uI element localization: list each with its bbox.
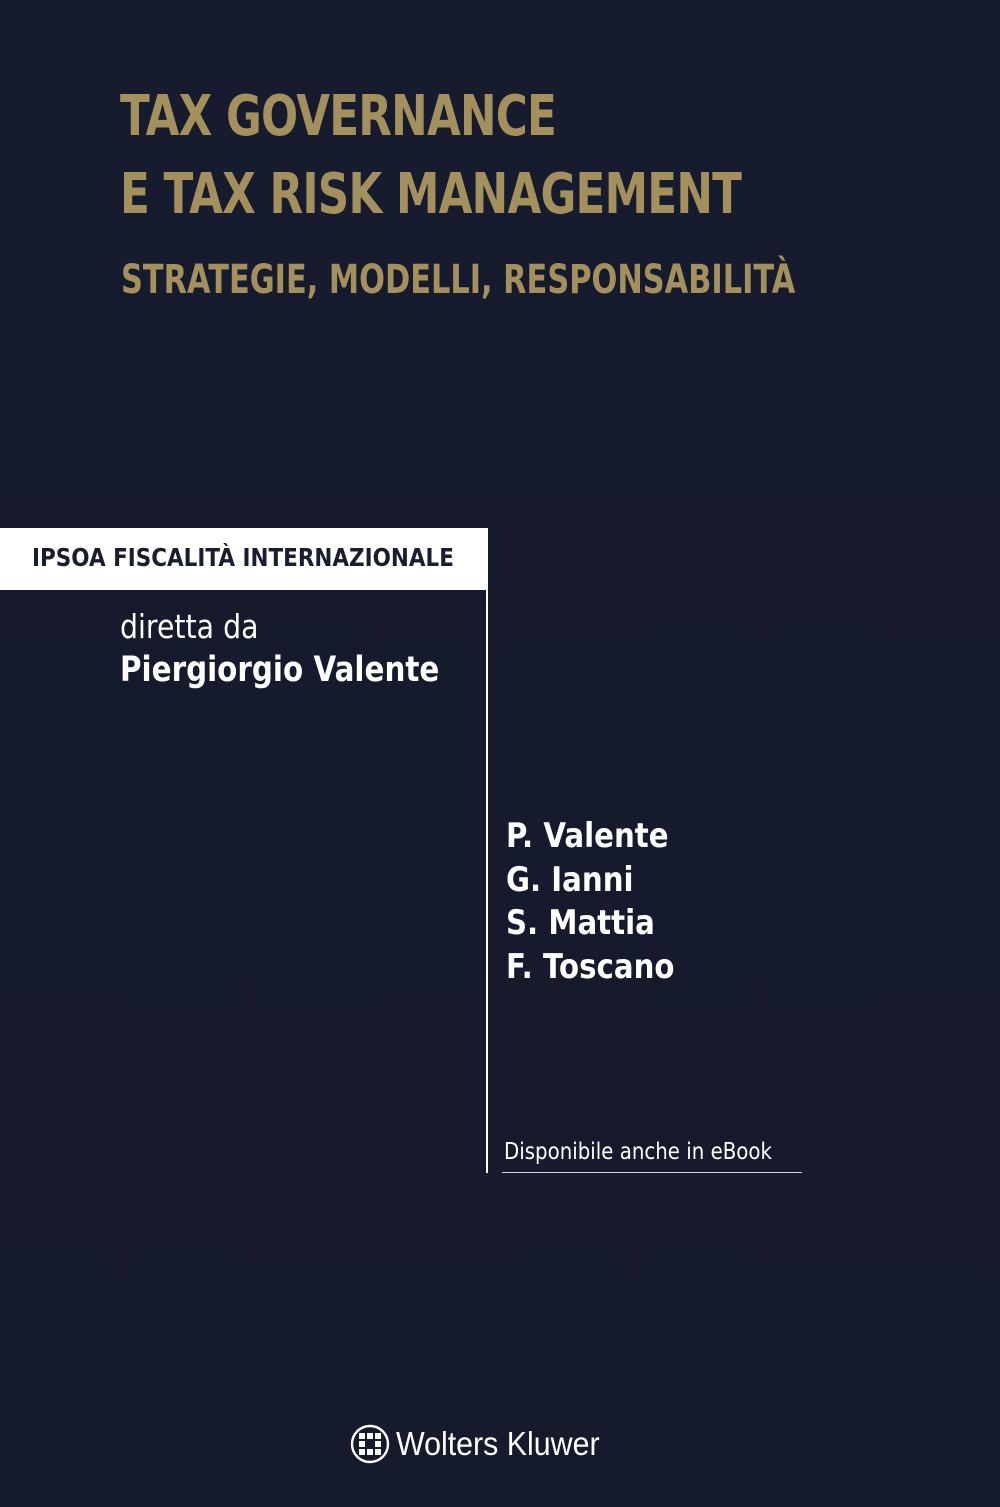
- author-item: G. Ianni: [506, 859, 634, 900]
- title-line-2: E TAX RISK MANAGEMENT: [120, 162, 742, 227]
- ebook-notice: Disponibile anche in eBook: [504, 1139, 772, 1165]
- series-director: Piergiorgio Valente: [120, 650, 440, 690]
- series-band: [0, 528, 488, 590]
- ebook-underline: [502, 1172, 802, 1173]
- directed-by-label: diretta da: [120, 607, 259, 646]
- publisher-name: Wolters Kluwer: [396, 1425, 600, 1462]
- book-title: [120, 78, 741, 234]
- title-line-1: TAX GOVERNANCE: [120, 84, 557, 149]
- series-name: IPSOA FISCALITÀ INTERNAZIONALE: [32, 543, 454, 572]
- publisher-logo: [350, 1422, 617, 1466]
- vertical-divider: [486, 528, 488, 1173]
- author-list: [506, 815, 702, 989]
- wolters-kluwer-logo-icon: [350, 1424, 390, 1464]
- book-subtitle: STRATEGIE, MODELLI, RESPONSABILITÀ: [121, 257, 796, 303]
- author-item: F. Toscano: [506, 946, 675, 987]
- author-item: P. Valente: [506, 816, 669, 856]
- author-item: S. Mattia: [506, 903, 655, 943]
